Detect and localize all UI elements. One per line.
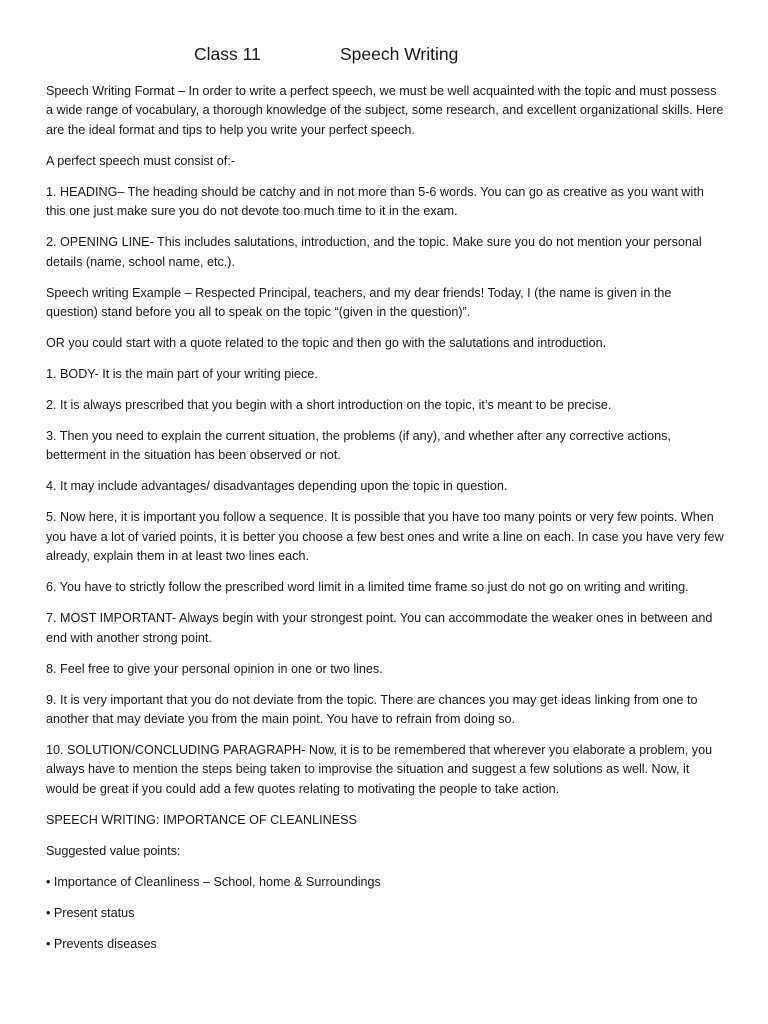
paragraph-value-points-label: Suggested value points:	[46, 843, 181, 858]
paragraph-intro: Speech Writing Format – In order to write a perfect speech, we must be well acquainted with the topic and must possess a wide range of vocabulary, a thorough knowledge of the subject, some research, and excellent organizational skills. Here are the ideal format and tips to help you write your perfect speech.	[46, 84, 724, 137]
paragraph-heading: 1. HEADING– The heading should be catchy and in not more than 5-6 words. You can go as creative as you want with this one just make sure you do not devote too much time to it in the exam.	[46, 184, 704, 219]
section-heading-cleanliness: SPEECH WRITING: IMPORTANCE OF CLEANLINESS	[46, 812, 357, 827]
paragraph-body-3: 3. Then you need to explain the current situation, the problems (if any), and whether after any corrective actions, betterment in the situation has been observed or not.	[46, 429, 671, 463]
page-title	[46, 44, 724, 70]
bullet-item: • Prevents diseases	[46, 936, 157, 951]
paragraph-body-2: 2. It is always prescribed that you begin with a short introduction on the topic, it’s meant to be precise.	[46, 398, 612, 413]
paragraph-quote-option: OR you could start with a quote related to the topic and then go with the salutations and introduction.	[46, 336, 607, 351]
paragraph-body-8: 8. Feel free to give your personal opinion in one or two lines.	[46, 661, 383, 676]
bullet-item: • Present status	[46, 905, 135, 920]
paragraph-body: 1. BODY- It is the main part of your writing piece.	[46, 367, 318, 382]
paragraph-body-6: 6. You have to strictly follow the prescribed word limit in a limited time frame so just do not go on writing and writing.	[46, 580, 689, 595]
title-class: Class 11	[194, 44, 261, 64]
title-subject: Speech Writing	[340, 44, 459, 64]
paragraph-body-7: 7. MOST IMPORTANT- Always begin with your strongest point. You can accommodate the weaker ones in between and end with another strong point.	[46, 611, 713, 645]
paragraph-example: Speech writing Example – Respected Principal, teachers, and my dear friends! Today, I (the name is given in the question) stand before you all to speak on the topic “(given in the question)”.	[46, 285, 672, 320]
paragraph-opening-line: 2. OPENING LINE- This includes salutations, introduction, and the topic. Make sure you do not mention your personal details (name, school name, etc.).	[46, 235, 702, 269]
paragraph-body-5: 5. Now here, it is important you follow a sequence. It is possible that you have too many points or very few points. When you have a lot of varied points, it is better you choose a few best ones and write a line on each. In case you have very few already, explain them in at least two lines each.	[46, 510, 724, 564]
paragraph-body-9: 9. It is very important that you do not deviate from the topic. There are chances you may get ideas linking from one to another that may deviate you from the main point. You have to refrain from doing so.	[46, 692, 698, 727]
paragraph-conclusion: 10. SOLUTION/CONCLUDING PARAGRAPH- Now, it is to be remembered that wherever you elaborate a problem, you always have to mention the steps being taken to improvise the situation and suggest a few solutions as well. Now, it would be great if you could add a few quotes relating to motivating the people to take action.	[46, 743, 713, 796]
paragraph-body-4: 4. It may include advantages/ disadvantages depending upon the topic in question.	[46, 479, 508, 494]
bullet-item: • Importance of Cleanliness – School, home & Surroundings	[46, 874, 381, 889]
paragraph-consist: A perfect speech must consist of:-	[46, 153, 235, 168]
